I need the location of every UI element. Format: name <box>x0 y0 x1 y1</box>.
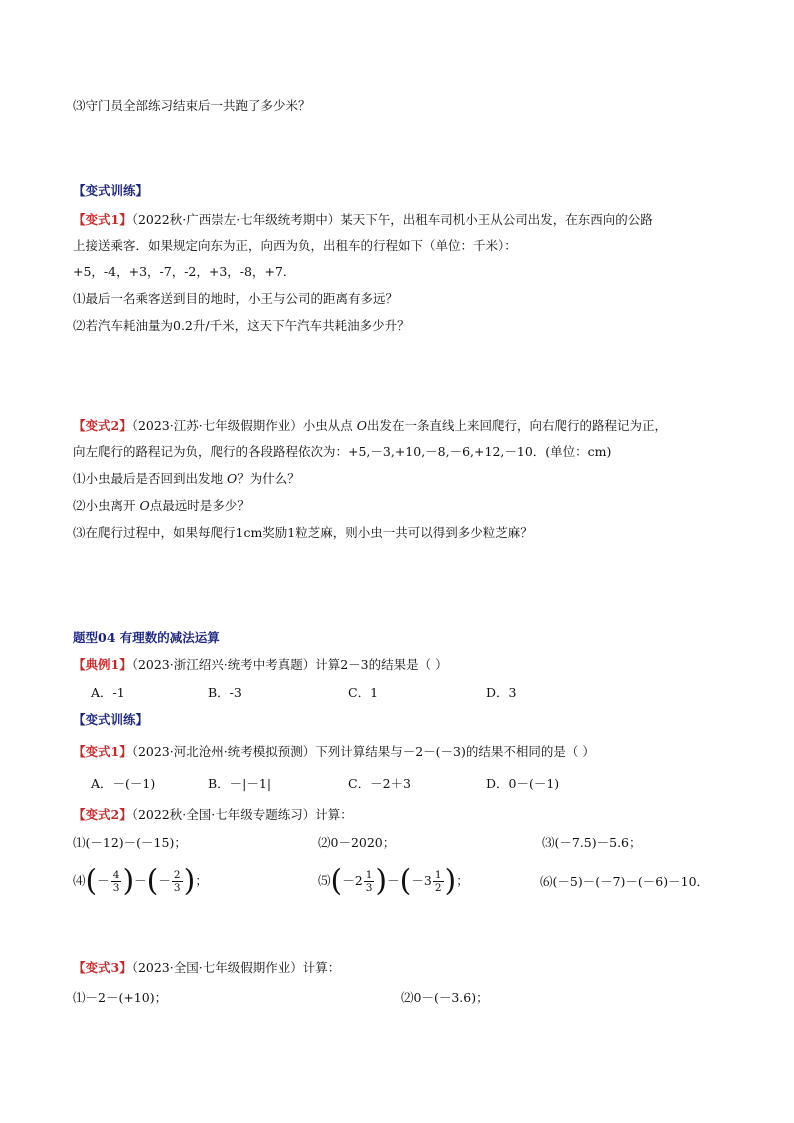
q2-text-a: ⑵小虫离开 <box>73 498 140 513</box>
sub-variant-1-tag: 【变式1】 <box>73 744 132 759</box>
sub-variant-1-option-a: A．－(－1) <box>91 776 156 791</box>
sub-variant-2-tag: 【变式2】 <box>73 807 132 822</box>
variant-1-question-2: ⑵若汽车耗油量为0.2升/千米，这天下午汽车共耗油多少升？ <box>73 318 410 333</box>
variant-2-tag: 【变式2】 <box>73 418 132 433</box>
sub-variant-3-tag: 【变式3】 <box>73 960 132 975</box>
example-1-option-d: D．3 <box>486 685 517 700</box>
part-5-label: ⑸ <box>318 873 331 888</box>
variant-2-line-1 <box>73 417 667 435</box>
part-4-label: ⑷ <box>73 873 86 888</box>
sub-variant-1-line <box>73 743 595 761</box>
point-o: O <box>356 418 367 433</box>
variant-2-question-3: ⑶在爬行过程中，如果每爬行1cm奖励1粒芝麻，则小虫一共可以得到多少粒芝麻？ <box>73 525 533 540</box>
sub-variant-1-option-d: D．0－(－1) <box>486 776 560 791</box>
fraction: $\frac{1}{2}$ <box>434 869 442 894</box>
variant-1-line-2: 上接送乘客．如果规定向东为正，向西为负，出租车的行程如下（单位：千米）： <box>73 238 517 253</box>
q1-text-a: ⑴小虫最后是否回到出发地 <box>73 471 227 486</box>
sub-variant-2-part-5: ⑸(－2 $\frac{1}{3}$ )－(－3 $\frac{1}{2}$ )； <box>318 863 469 899</box>
example-1-option-a: A．-1 <box>91 685 125 700</box>
example-1-option-c: C．1 <box>348 685 379 700</box>
sub-variant-1-option-b: B．－|－1| <box>208 776 272 791</box>
variant-2-line-2: 向左爬行的路程记为负，爬行的各段路程依次为：+5,－3,+10,－8,－6,+12,－10．(单位：cm) <box>73 444 612 459</box>
sub-variant-2-part-6: ⑹(－5)－(－7)－(－6)－10． <box>540 874 710 889</box>
example-1-tag: 【典例1】 <box>73 657 132 672</box>
sub-variant-3-part-1: ⑴－2－(+10)； <box>73 990 168 1005</box>
variant-2-question-1 <box>73 470 300 488</box>
variant-1-text: （2022秋·广西崇左·七年级统考期中）某天下午，出租车司机小王从公司出发，在东西向的公路 <box>131 212 653 227</box>
sub-variant-2-line <box>73 806 353 824</box>
sub-variant-3-line <box>73 959 340 977</box>
variant-2-question-2 <box>73 497 250 515</box>
fraction: $\frac{2}{3}$ <box>173 869 181 894</box>
type-04-heading: 题型04 有理数的减法运算 <box>73 630 220 645</box>
example-1-option-b: B．-3 <box>208 685 242 700</box>
sub-variant-2-part-4: ⑷(－ $\frac{4}{3}$ )－(－ $\frac{2}{3}$ )； <box>73 863 208 899</box>
sub-variant-1-text: （2023·河北沧州·统考模拟预测）下列计算结果与－2－(－3)的结果不相同的是（ ） <box>131 744 595 759</box>
q2-text-b: 点最远时是多少？ <box>149 498 250 513</box>
sub-variant-1-option-c: C．－2＋3 <box>348 776 411 791</box>
variant-training-heading: 【变式训练】 <box>73 183 149 198</box>
variant-1-line-1 <box>73 211 653 229</box>
point-o: O <box>139 498 150 513</box>
sub-variant-3-text: （2023·全国·七年级假期作业）计算： <box>131 960 341 975</box>
sub-variant-2-part-3: ⑶(－7.5)－5.6； <box>542 835 642 850</box>
fraction: $\frac{4}{3}$ <box>112 869 120 894</box>
sub-variant-2-part-2: ⑵0－2020； <box>318 835 396 850</box>
question-3-previous: ⑶守门员全部练习结束后一共跑了多少米？ <box>73 98 311 113</box>
variant-1-tag: 【变式1】 <box>73 212 132 227</box>
example-1-line <box>73 656 448 674</box>
variant-training-heading-2: 【变式训练】 <box>73 712 149 727</box>
sub-variant-3-part-2: ⑵0－(－3.6)； <box>401 990 489 1005</box>
variant-2-text-b: 出发在一条直线上来回爬行，向右爬行的路程记为正， <box>366 418 667 433</box>
q1-text-b: ？为什么？ <box>237 471 300 486</box>
point-o: O <box>226 471 238 486</box>
fraction: $\frac{1}{3}$ <box>365 869 373 894</box>
variant-2-text-a: （2023·江苏·七年级假期作业）小虫从点 <box>131 418 357 433</box>
example-1-text: （2023·浙江绍兴·统考中考真题）计算2－3的结果是（ ） <box>131 657 448 672</box>
variant-1-question-1: ⑴最后一名乘客送到目的地时，小王与公司的距离有多远？ <box>73 291 399 306</box>
sub-variant-2-text: （2022秋·全国·七年级专题练习）计算： <box>131 807 353 822</box>
variant-1-data: +5，-4，+3，-7，-2，+3，-8，+7． <box>73 264 296 279</box>
sub-variant-2-part-1: ⑴(－12)－(－15)； <box>73 835 187 850</box>
